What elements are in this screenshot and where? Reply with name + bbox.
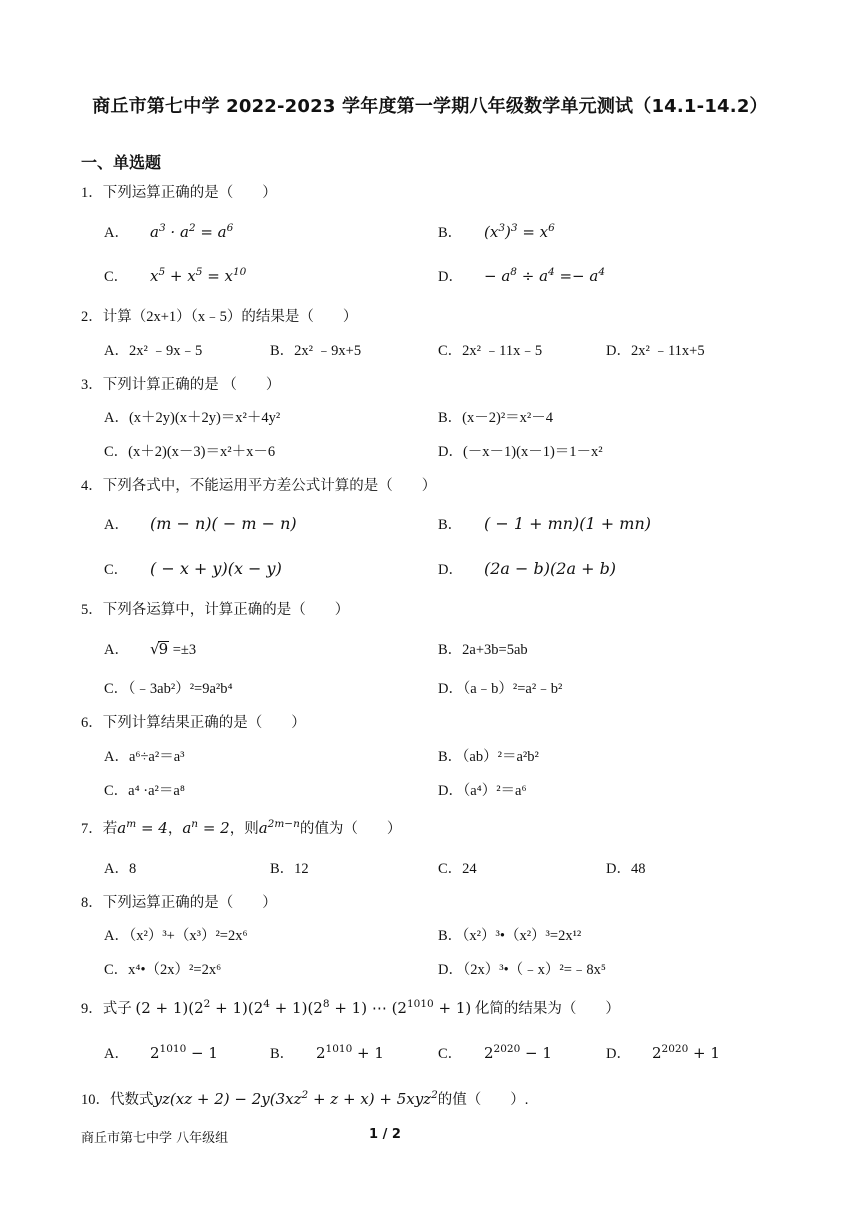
- footer-school: 商丘市第七中学 八年级组: [81, 1131, 229, 1146]
- question-4-option-d: [438, 558, 616, 579]
- math-expression: $2^{2020} + 1$: [652, 1043, 720, 1062]
- question-4-option-c: [104, 558, 282, 579]
- question-7-option-c: C．24: [438, 861, 477, 877]
- stem-text: 化简的结果为（ ）: [474, 1001, 620, 1017]
- stem-text: 的值（ ）.: [437, 1092, 529, 1108]
- question-3-option-b: B．(x－2)²＝x²－4: [438, 410, 554, 426]
- math-expression: $a^m = 4$: [117, 818, 168, 837]
- question-1-stem: 1．下列运算正确的是（ ）: [81, 185, 277, 201]
- stem-text: ，则: [229, 821, 259, 837]
- option-label: B．: [270, 1046, 295, 1062]
- option-label: D．: [438, 562, 463, 578]
- option-text: =±3: [172, 642, 197, 658]
- question-9-option-c: [438, 1042, 552, 1063]
- page-number: 1 / 2: [369, 1127, 401, 1142]
- math-expression: $2^{1010} - 1$: [150, 1043, 218, 1062]
- question-1-option-b: [438, 221, 555, 242]
- option-label: A．: [104, 642, 129, 658]
- question-7-option-b: B．12: [270, 861, 309, 877]
- question-3-option-d: D．(－x－1)(x－1)＝1－x²: [438, 444, 603, 460]
- option-label: A．: [104, 225, 129, 241]
- question-5-option-a: [104, 638, 196, 659]
- page-title: 商丘市第七中学 2022-2023 学年度第一学期八年级数学单元测试（14.1-14.2）: [92, 96, 768, 117]
- math-expression: $(x^3)^3 = x^6$: [484, 222, 555, 241]
- question-3-stem: 3．下列计算正确的是 （ ）: [81, 377, 281, 393]
- option-label: B．: [438, 225, 463, 241]
- option-label: D．: [606, 1046, 631, 1062]
- question-8-stem: 8．下列运算正确的是（ ）: [81, 895, 277, 911]
- math-expression: ( − 1 + mn)(1 + mn): [484, 514, 652, 533]
- question-8-option-b: B．（x²）³•（x²）³=2x¹²: [438, 928, 582, 944]
- stem-text: 10．代数式: [81, 1092, 154, 1108]
- question-7-stem: [81, 817, 401, 838]
- question-10-stem: [81, 1088, 528, 1109]
- stem-text: 的值为（ ）: [299, 821, 402, 837]
- question-2-stem: 2．计算（2x+1）（x﹣5）的结果是（ ）: [81, 309, 358, 325]
- math-expression: $yz(xz + 2) - 2y(3xz^2 + z + x) + 5xyz^2$: [153, 1089, 438, 1108]
- math-expression: $2^{1010} + 1$: [316, 1043, 384, 1062]
- question-6-option-d: D．（a⁴）²＝a⁶: [438, 783, 527, 799]
- math-expression: $(2 + 1)(2^2 + 1)(2^4 + 1)(2^8 + 1)$ ⋯ $(2^{1010} + 1)$: [135, 998, 472, 1017]
- question-4-option-a: [104, 513, 297, 534]
- question-7-option-a: A．8: [104, 861, 137, 877]
- option-label: C．: [104, 269, 129, 285]
- math-expression: (m − n)( − m − n): [150, 514, 297, 533]
- question-6-option-a: A．a⁶÷a²＝a³: [104, 749, 185, 765]
- question-2-option-a: A．2x² ﹣9x﹣5: [104, 343, 203, 359]
- question-8-option-d: D．（2x）³•（﹣x）²=﹣8x⁵: [438, 962, 606, 978]
- option-label: C．: [438, 1046, 463, 1062]
- sqrt-expression: √9: [150, 640, 169, 658]
- question-6-stem: 6．下列计算结果正确的是（ ）: [81, 715, 306, 731]
- section-heading: 一、单选题: [81, 153, 162, 172]
- question-9-option-b: [270, 1042, 384, 1063]
- question-1-option-d: [438, 265, 605, 286]
- question-3-option-c: C．(x＋2)(x－3)＝x²＋x－6: [104, 444, 276, 460]
- question-3-option-a: A．(x＋2y)(x＋2y)＝x²＋4y²: [104, 410, 281, 426]
- math-expression: $a^{2m-n}$: [258, 818, 300, 837]
- question-1-option-a: [104, 221, 233, 242]
- question-5-stem: 5．下列各运算中，计算正确的是（ ）: [81, 602, 350, 618]
- math-expression: (2a − b)(2a + b): [484, 559, 617, 578]
- question-5-option-d: D．（a﹣b）²=a²﹣b²: [438, 681, 563, 697]
- question-5-option-b: B．2a+3b=5ab: [438, 642, 528, 658]
- question-2-option-d: D．2x² ﹣11x+5: [606, 343, 705, 359]
- math-expression: − $a^8 \div a^4 =- a^4$: [484, 266, 606, 285]
- question-9-option-a: [104, 1042, 218, 1063]
- question-6-option-b: B．（ab）²＝a²b²: [438, 749, 539, 765]
- option-label: B．: [438, 517, 463, 533]
- option-label: C．: [104, 562, 129, 578]
- question-2-option-b: B．2x² ﹣9x+5: [270, 343, 362, 359]
- option-label: A．: [104, 517, 129, 533]
- question-2-option-c: C．2x² ﹣11x﹣5: [438, 343, 543, 359]
- stem-text: 7．若: [81, 821, 118, 837]
- question-9-stem: [81, 997, 620, 1018]
- question-4-stem: 4．下列各式中，不能运用平方差公式计算的是（ ）: [81, 478, 437, 494]
- question-4-option-b: [438, 513, 651, 534]
- option-label: A．: [104, 1046, 129, 1062]
- math-expression: $a^3 \cdot a^2 = a^6$: [150, 222, 234, 241]
- question-1-option-c: [104, 265, 246, 286]
- question-9-option-d: [606, 1042, 720, 1063]
- question-8-option-a: A．（x²）³+（x³）²=2x⁶: [104, 928, 248, 944]
- question-6-option-c: C．a⁴ ·a²＝a⁸: [104, 783, 185, 799]
- question-5-option-c: C．（﹣3ab²）²=9a²b⁴: [104, 681, 233, 697]
- math-expression: $x^5 + x^5 = x^{10}$: [150, 266, 247, 285]
- option-label: D．: [438, 269, 463, 285]
- question-8-option-c: C．x⁴•（2x）²=2x⁶: [104, 962, 222, 978]
- question-7-option-d: D．48: [606, 861, 646, 877]
- math-expression: ( − x + y)(x − y): [150, 559, 282, 578]
- stem-text: 9．式子: [81, 1001, 132, 1017]
- math-expression: $2^{2020} - 1$: [484, 1043, 552, 1062]
- stem-text: ，: [167, 821, 183, 837]
- math-expression: $a^n = 2$: [182, 818, 230, 837]
